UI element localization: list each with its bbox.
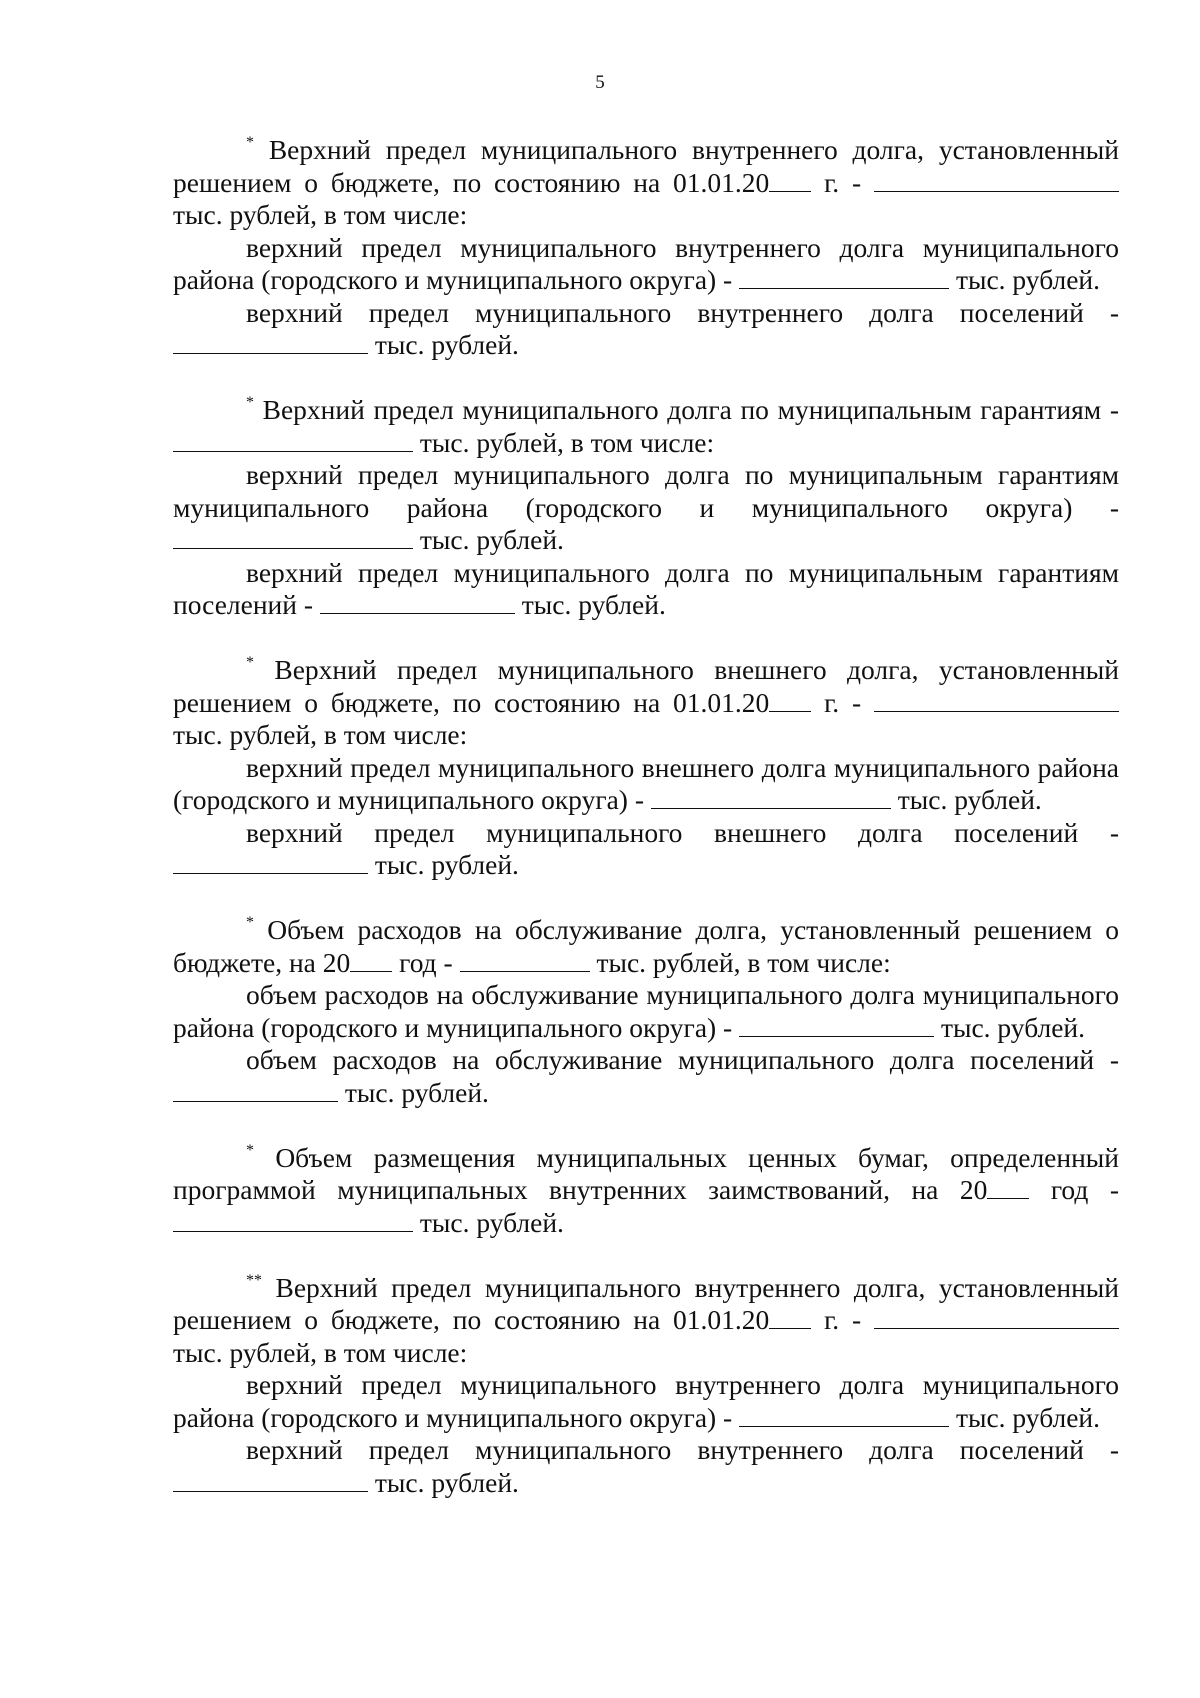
blank-line [769, 1307, 811, 1329]
footnote-paragraph [173, 1142, 1119, 1240]
footnote-section [173, 394, 1119, 622]
footnote-subparagraph [173, 297, 1119, 362]
blank-line [874, 690, 1119, 712]
footnote-subparagraph [173, 1044, 1119, 1109]
blank-line [739, 267, 949, 289]
footnote-section [173, 1142, 1119, 1240]
footnote-subparagraph [173, 979, 1119, 1044]
blank-line [769, 690, 811, 712]
document-body [173, 134, 1119, 1499]
paragraph-text: г. - [811, 686, 874, 718]
blank-line [173, 527, 413, 549]
paragraph-text: год - [1029, 1174, 1119, 1205]
paragraph-text: тыс. рублей, в том числе: [173, 1336, 468, 1368]
footnote-subparagraph [173, 817, 1119, 882]
footnote-marker: ** [246, 1271, 262, 1289]
paragraph-text: тыс. рублей. [413, 524, 564, 555]
paragraph-text: Верхний предел муниципального долга по муниципальным гарантиям - [254, 394, 1119, 425]
paragraph-text: тыс. рублей. [368, 849, 519, 880]
blank-line [173, 1210, 413, 1232]
blank-line [173, 332, 368, 354]
blank-line [320, 592, 515, 614]
paragraph-text: тыс. рублей, в том числе: [173, 719, 468, 750]
paragraph-text: верхний предел муниципального внутреннего долга поселений - [246, 296, 1119, 328]
paragraph-text: г. - [811, 1304, 874, 1335]
paragraph-text: верхний предел муниципального внешнего долга поселений - [246, 816, 1119, 848]
footnote-section [173, 914, 1119, 1109]
blank-line [350, 950, 392, 972]
paragraph-text: верхний предел муниципального внутреннего долга поселений - [246, 1434, 1119, 1465]
paragraph-text: верхний предел муниципального внутреннего долга муниципального района (городского и муниципального округа) - [173, 1369, 1119, 1433]
blank-line [739, 1015, 934, 1037]
paragraph-text: верхний предел муниципального долга по муниципальным гарантиям муниципального района (городского и муниципального округа) - [173, 459, 1119, 523]
blank-line [173, 430, 413, 452]
paragraph-text: тыс. рублей, в том числе: [413, 426, 715, 458]
footnote-paragraph [173, 1272, 1119, 1370]
blank-line [460, 950, 590, 972]
blank-line [651, 787, 891, 809]
blank-line [769, 170, 811, 192]
footnote-marker: * [246, 134, 254, 151]
paragraph-text: тыс. рублей, в том числе: [589, 946, 891, 978]
footnote-subparagraph [173, 1434, 1119, 1499]
paragraph-text: год - [392, 946, 460, 978]
footnote-marker: * [246, 1141, 254, 1159]
footnote-section [173, 654, 1119, 882]
paragraph-text: верхний предел муниципального внутреннего долга муниципального района (городского и муниципального округа) - [173, 231, 1119, 295]
paragraph-text: тыс. рублей. [368, 1466, 519, 1498]
footnote-marker: * [246, 654, 254, 671]
footnote-paragraph [173, 134, 1119, 232]
paragraph-text: объем расходов на обслуживание муниципального долга поселений - [246, 1044, 1119, 1075]
paragraph-text: тыс. рублей. [890, 784, 1042, 815]
paragraph-text: тыс. рублей, в том числе: [173, 199, 468, 230]
blank-line [173, 1080, 338, 1102]
footnote-subparagraph [173, 459, 1119, 557]
paragraph-text: Объем размещения муниципальных ценных бумаг, определенный программой муниципальных внутренних заимствований, на 20 [173, 1141, 1119, 1205]
footnote-section [173, 134, 1119, 362]
paragraph-text: Верхний предел муниципального внешнего долга, установленный решением о бюджете, по состоянию на 01.01.20 [173, 654, 1119, 718]
footnote-marker: * [246, 914, 254, 931]
paragraph-text: верхний предел муниципального внешнего долга муниципального района (городского и муниципального округа) - [173, 751, 1119, 815]
paragraph-text: Верхний предел муниципального внутреннего долга, установленный решением о бюджете, по состоянию на 01.01.20 [173, 134, 1119, 198]
paragraph-text: тыс. рублей. [338, 1076, 489, 1108]
blank-line [987, 1177, 1029, 1199]
footnote-subparagraph [173, 1369, 1119, 1434]
footnote-subparagraph [173, 752, 1119, 817]
blank-line [173, 1470, 368, 1492]
footnote-marker: * [246, 394, 254, 411]
page-number: 5 [595, 72, 605, 93]
footnote-paragraph [173, 914, 1119, 979]
footnote-paragraph [173, 654, 1119, 752]
footnote-subparagraph [173, 232, 1119, 297]
paragraph-text: Объем расходов на обслуживание долга, установленный решением о бюджете, на 20 [173, 914, 1119, 978]
blank-line [739, 1405, 949, 1427]
paragraph-text: тыс. рублей. [949, 264, 1101, 295]
blank-line [173, 852, 368, 874]
paragraph-text: верхний предел муниципального долга по муниципальным гарантиям поселений - [173, 556, 1119, 620]
paragraph-text: тыс. рублей. [949, 1401, 1101, 1433]
paragraph-text: тыс. рублей. [368, 329, 519, 360]
blank-line [874, 1307, 1119, 1329]
paragraph-text: объем расходов на обслуживание муниципального долга муниципального района (городского и муниципального округа) - [173, 979, 1119, 1043]
paragraph-text: тыс. рублей. [934, 1011, 1086, 1043]
footnote-paragraph [173, 394, 1119, 459]
footnote-section [173, 1272, 1119, 1500]
blank-line [874, 170, 1119, 192]
paragraph-text: тыс. рублей. [413, 1206, 564, 1238]
paragraph-text: г. - [811, 166, 874, 198]
footnote-subparagraph [173, 557, 1119, 622]
paragraph-text: Верхний предел муниципального внутреннего долга, установленный решением о бюджете, по состоянию на 01.01.20 [173, 1271, 1119, 1335]
paragraph-text: тыс. рублей. [514, 589, 666, 620]
